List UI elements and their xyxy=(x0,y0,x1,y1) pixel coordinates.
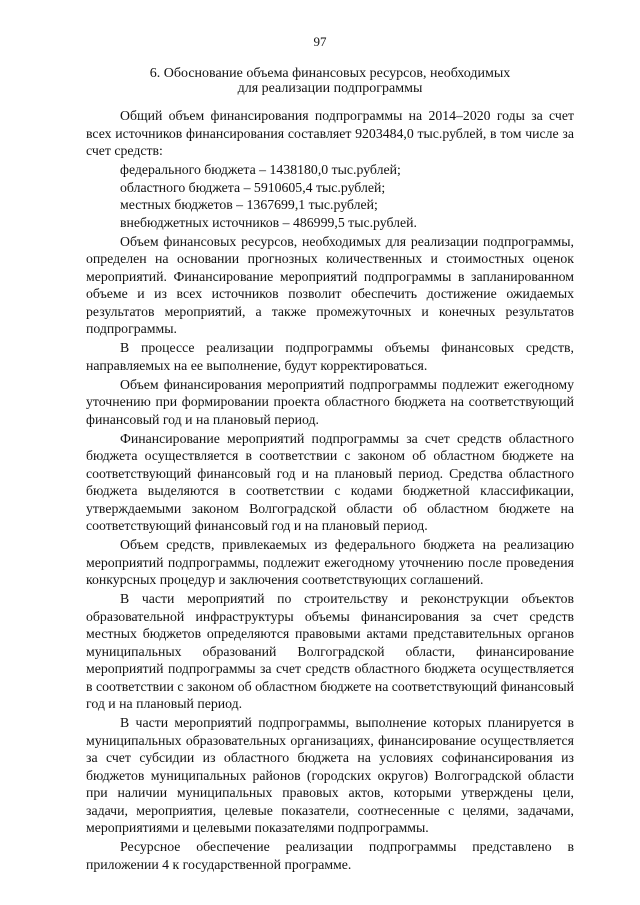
section-title-line-2: для реализации подпрограммы xyxy=(237,81,423,96)
paragraph-municipal-organizations: В части мероприятий подпрограммы, выполнение которых планируется в муниципальных образовательных организациях, финансирование осуществляется за счет субсидии из областного бюджета на условиях софинансирования из бюджетов муниципальных районов (городских округов) Волгоградской области при наличии муниципальных правовых актов, которыми утверждены цели, задачи, мероприятия, целевые показатели, соотнесенные с целями, задачами, мероприятиями и целевыми показателями подпрограммы. xyxy=(86,715,574,835)
paragraph-resources-basis: Объем финансовых ресурсов, необходимых для реализации подпрограммы, определен на основании прогнозных количественных и стоимостных оценок мероприятий. Финансирование мероприятий подпрограммы в запланированном объеме и из всех источников позволит обеспечить достижение ожидаемых результатов мероприятий, а также промежуточных и конечных результатов подпрограммы. xyxy=(86,233,574,336)
paragraph-construction-financing: В части мероприятий по строительству и реконструкции объектов образовательной инфраструктуры объемы финансирования за счет средств местных бюджетов определяются правовыми актами представительных органов муниципальных образований Волгоградской области, финансирование мероприятий подпрограммы за счет средств областного бюджета осуществляется в соответствии с законом об областном бюджете на соответствующий финансовый год и на плановый период. xyxy=(86,591,574,711)
section-title-line-1: 6. Обоснование объема финансовых ресурсов, необходимых xyxy=(149,66,511,81)
paragraph-annual-clarification: Объем финансирования мероприятий подпрограммы подлежит ежегодному уточнению при формировании проекта областного бюджета на соответствующий финансовый год и на плановый период. xyxy=(86,376,574,427)
list-item-federal-budget: федерального бюджета – 1438180,0 тыс.рублей; xyxy=(120,162,401,177)
paragraph-federal-budget-funds: Объем средств, привлекаемых из федерального бюджета на реализацию мероприятий подпрограммы, подлежит ежегодному уточнению после проведения конкурсных процедур и заключения соответствующих соглашений. xyxy=(86,537,574,587)
list-item-regional-budget: областного бюджета – 5910605,4 тыс.рублей; xyxy=(120,179,386,195)
paragraph-regional-budget-financing: Финансирование мероприятий подпрограммы за счет средств областного бюджета осуществляется в соответствии с законом об областном бюджете на соответствующий финансовый год и на плановый период. Средства областного бюджета выделяются в соответствии с кодами бюджетной классификации, утверждаемыми законом Волгоградской области об областном бюджете на соответствующий финансовый год и на плановый период. xyxy=(86,430,574,533)
section-title xyxy=(86,66,574,96)
page-number: 97 xyxy=(313,34,327,49)
paragraph-resource-provision: Ресурсное обеспечение реализации подпрограммы представлено в приложении 4 к государственной программе. xyxy=(86,839,574,872)
list-item-local-budgets: местных бюджетов – 1367699,1 тыс.рублей; xyxy=(120,197,378,212)
paragraph-adjustment: В процессе реализации подпрограммы объемы финансовых средств, направляемых на ее выполнение, будут корректироваться. xyxy=(86,340,574,373)
document-body xyxy=(86,107,574,875)
list-item-extrabudgetary-sources: внебюджетных источников – 486999,5 тыс.рублей. xyxy=(120,214,417,230)
paragraph-total-funding: Общий объем финансирования подпрограммы на 2014–2020 годы за счет всех источников финансирования составляет 9203484,0 тыс.рублей, в том числе за счет средств: xyxy=(86,108,574,158)
